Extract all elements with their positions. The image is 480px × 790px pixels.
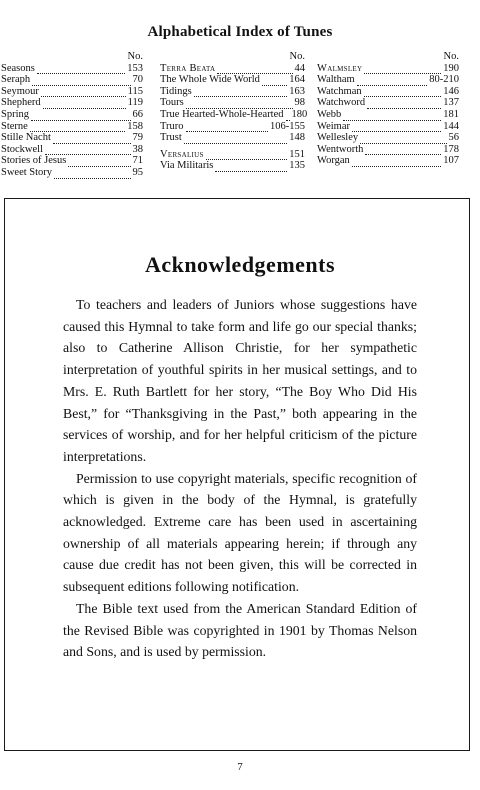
index-entry: Wellesley 56	[317, 132, 459, 144]
index-entry: Tidings 163	[160, 85, 305, 97]
no-column-header: No.	[289, 51, 305, 62]
index-entry: Stories of Jesus 71	[1, 155, 143, 167]
index-entry: Terra Beata 44	[160, 62, 305, 74]
index-entry: Walmsley 190	[317, 62, 459, 74]
index-entry: Sweet Story 95	[1, 166, 143, 178]
index-column-s	[1, 51, 143, 179]
index-entry: Stille Nacht 79	[1, 132, 143, 144]
index-title: Alphabetical Index of Tunes	[147, 24, 333, 40]
index-entry: Weimar 144	[317, 120, 459, 132]
index-entry: Seraph 70	[1, 74, 143, 86]
index-entry: Trust 148	[160, 132, 305, 144]
index-entry: Spring 66	[1, 108, 143, 120]
acknowledgements-paragraph: To teachers and leaders of Juniors whose suggestions have caused this Hymnal to take form and life go our special thanks; also to Catherine Allison Christie, for her sympathetic interpretation of youthful spirits in her musical settings, and to Mrs. E. Ruth Bartlett for her story, “The Boy Who Did His Best,” for “Thanksgiving in the Past,” both appearing in the services of worship, and for her helpful criticism of the picture interpretations.	[63, 297, 417, 464]
index-entry: Truro 106-155	[160, 120, 305, 132]
index-column-t	[160, 51, 308, 172]
index-entry: Sterne 158	[1, 120, 143, 132]
index-entry: Seymour 115	[1, 85, 143, 97]
index-entry: Via Militaris 135	[160, 160, 305, 172]
index-entry: Webb 181	[317, 108, 459, 120]
index-entry: Watchman 146	[317, 85, 459, 97]
index-entry: Stockwell 38	[1, 143, 143, 155]
acknowledgements-paragraph: The Bible text used from the American Standard Edition of the Revised Bible was copyrighted in 1901 by Thomas Nelson and Sons, and is used by permission.	[63, 600, 417, 660]
no-column-header: No.	[443, 51, 459, 62]
index-entry: Wentworth 178	[317, 143, 459, 155]
acknowledgements-body	[63, 294, 417, 663]
index-entry: Tours 98	[160, 97, 305, 109]
acknowledgements-paragraph: Permission to use copyright materials, specific recognition of which is given in the body of the Hymnal, is gratefully acknowledged. Extreme care has been used in ascertaining ownership of all materials appearing herein; if through any cause due credit has not been given, this will be corrected in subsequent editions following notification.	[63, 470, 417, 595]
index-entry: Seasons 153	[1, 62, 143, 74]
index-entry: Waltham 80-210	[317, 74, 459, 86]
acknowledgements-title: Acknowledgements	[144, 252, 336, 277]
page-number: 7	[237, 761, 243, 773]
index-entry: Worgan 107	[317, 155, 459, 167]
index-entry: Versalius 151	[160, 148, 305, 160]
index-entry: Watchword 137	[317, 97, 459, 109]
index-column-w	[317, 51, 459, 167]
no-column-header: No.	[127, 51, 143, 62]
index-entry: Shepherd 119	[1, 97, 143, 109]
index-entry: True Hearted-Whole-Hearted 180	[160, 108, 308, 120]
index-entry: The Whole Wide World 164	[160, 74, 305, 86]
